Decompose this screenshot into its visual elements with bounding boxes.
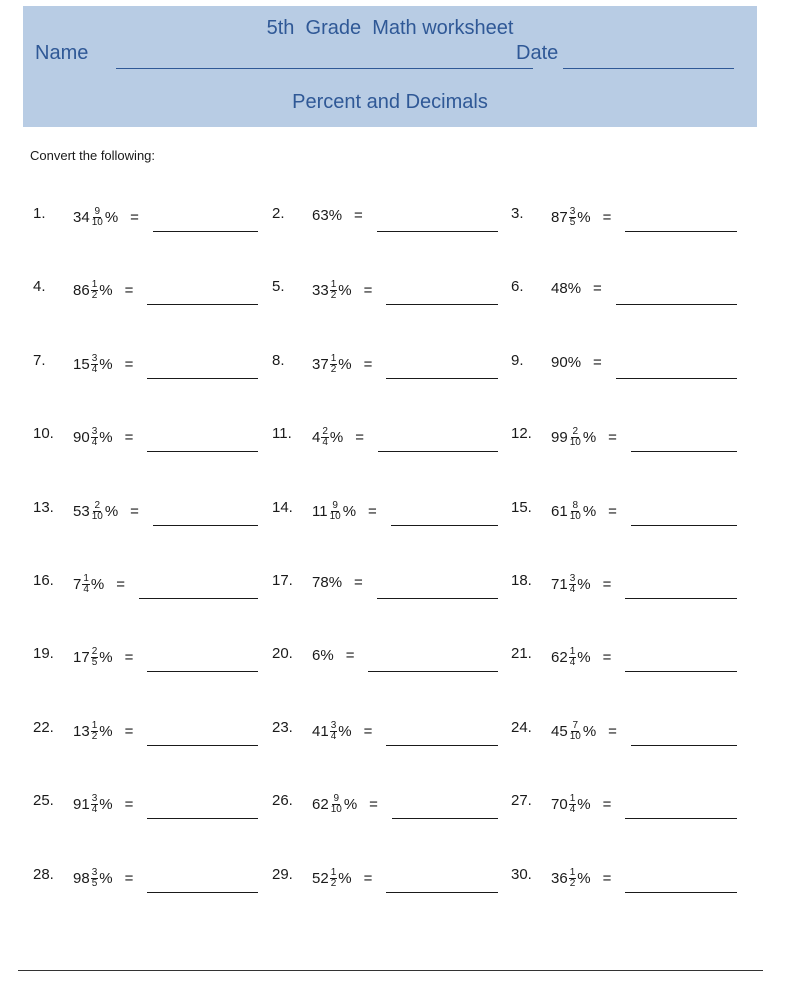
- fraction: [330, 721, 338, 742]
- answer-line[interactable]: [147, 671, 258, 672]
- whole-number: 99: [551, 429, 568, 446]
- fraction-denominator: 4: [91, 437, 98, 448]
- whole-number: 62: [551, 649, 568, 666]
- problem-number: 20.: [272, 645, 293, 662]
- percent-sign: %: [577, 796, 591, 813]
- fraction-numerator: 8: [572, 500, 579, 511]
- equals-sign: =: [124, 356, 134, 373]
- problem-number: 11.: [272, 425, 292, 442]
- whole-number: 53: [73, 503, 90, 520]
- answer-line[interactable]: [386, 378, 498, 379]
- fraction: [569, 721, 582, 742]
- fraction: [91, 207, 104, 228]
- percent-sign: %: [99, 723, 113, 740]
- problem-number: 14.: [272, 499, 293, 516]
- percent-expression: [551, 280, 602, 297]
- problem-number: 3.: [511, 205, 524, 222]
- whole-number: 6: [312, 647, 321, 664]
- whole-number: 37: [312, 356, 329, 373]
- fraction: [569, 794, 577, 815]
- fraction: [91, 721, 99, 742]
- whole-number: 48: [551, 280, 568, 297]
- whole-number: 36: [551, 870, 568, 887]
- answer-line[interactable]: [625, 598, 737, 599]
- answer-line[interactable]: [631, 745, 737, 746]
- fraction-denominator: 10: [91, 511, 103, 522]
- fraction-numerator: 1: [569, 793, 576, 804]
- percent-expression: [551, 501, 617, 522]
- whole-number: 86: [73, 282, 90, 299]
- fraction: [569, 207, 577, 228]
- equals-sign: =: [124, 649, 134, 666]
- whole-number: 91: [73, 796, 90, 813]
- percent-sign: %: [582, 429, 597, 446]
- fraction-numerator: 3: [91, 353, 98, 364]
- fraction-numerator: 2: [94, 500, 101, 511]
- percent-expression: [73, 868, 133, 889]
- fraction-numerator: 3: [91, 867, 98, 878]
- percent-expression: [551, 868, 611, 889]
- problem-number: 27.: [511, 792, 532, 809]
- percent-sign: %: [99, 796, 113, 813]
- fraction-denominator: 10: [329, 511, 341, 522]
- fraction-denominator: 4: [330, 731, 337, 742]
- equals-sign: =: [130, 209, 139, 226]
- fraction-denominator: 10: [330, 804, 342, 815]
- fraction: [330, 354, 338, 375]
- percent-sign: %: [577, 576, 591, 593]
- percent-sign: %: [582, 503, 597, 520]
- percent-expression: [73, 574, 125, 595]
- problem-number: 1.: [33, 205, 46, 222]
- whole-number: 98: [73, 870, 90, 887]
- footer-divider: [18, 970, 763, 971]
- equals-sign: =: [602, 796, 612, 813]
- fraction-numerator: 1: [569, 867, 576, 878]
- fraction-numerator: 9: [332, 500, 338, 511]
- percent-sign: %: [99, 429, 113, 446]
- percent-expression: [312, 354, 372, 375]
- answer-line[interactable]: [147, 451, 258, 452]
- whole-number: 13: [73, 723, 90, 740]
- answer-line[interactable]: [386, 892, 498, 893]
- percent-expression: [73, 647, 133, 668]
- fraction-denominator: 2: [91, 731, 98, 742]
- problem-number: 12.: [511, 425, 532, 442]
- equals-sign: =: [593, 354, 602, 371]
- date-label: Date: [516, 42, 559, 64]
- fraction-numerator: 2: [91, 646, 98, 657]
- fraction-numerator: 3: [569, 573, 576, 584]
- fraction: [330, 794, 343, 815]
- percent-expression: [73, 280, 133, 301]
- percent-expression: [551, 574, 611, 595]
- whole-number: 41: [312, 723, 329, 740]
- problem-number: 2.: [272, 205, 285, 222]
- whole-number: 7: [73, 576, 82, 593]
- answer-line[interactable]: [625, 892, 737, 893]
- percent-sign: %: [567, 280, 582, 297]
- percent-sign: %: [342, 503, 357, 520]
- whole-number: 62: [312, 796, 329, 813]
- fraction-numerator: 2: [572, 426, 579, 437]
- answer-line[interactable]: [391, 525, 498, 526]
- percent-expression: [312, 574, 363, 591]
- problem-number: 22.: [33, 719, 54, 736]
- fraction-denominator: 4: [322, 437, 328, 448]
- equals-sign: =: [355, 429, 365, 446]
- equals-sign: =: [602, 576, 612, 593]
- fraction-denominator: 5: [91, 878, 98, 889]
- percent-sign: %: [99, 282, 113, 299]
- percent-expression: [73, 354, 133, 375]
- fraction: [330, 868, 338, 889]
- fraction: [91, 868, 99, 889]
- whole-number: 90: [551, 354, 568, 371]
- fraction: [91, 794, 99, 815]
- percent-expression: [312, 868, 372, 889]
- equals-sign: =: [602, 649, 612, 666]
- fraction-numerator: 3: [91, 793, 98, 804]
- name-label: Name: [35, 42, 89, 64]
- fraction-denominator: 10: [569, 731, 581, 742]
- fraction: [91, 354, 99, 375]
- fraction-denominator: 4: [569, 804, 576, 815]
- percent-expression: [73, 207, 139, 228]
- equals-sign: =: [363, 282, 373, 299]
- equals-sign: =: [124, 723, 134, 740]
- percent-sign: %: [99, 870, 113, 887]
- answer-line[interactable]: [147, 745, 258, 746]
- whole-number: 17: [73, 649, 90, 666]
- fraction: [330, 280, 338, 301]
- fraction-numerator: 1: [330, 279, 337, 290]
- answer-line[interactable]: [377, 231, 498, 232]
- equals-sign: =: [593, 280, 602, 297]
- problem-number: 29.: [272, 866, 293, 883]
- percent-sign: %: [104, 209, 119, 226]
- whole-number: 4: [312, 429, 321, 446]
- problem-number: 23.: [272, 719, 293, 736]
- fraction-numerator: 1: [569, 646, 576, 657]
- fraction-denominator: 4: [91, 804, 98, 815]
- percent-sign: %: [343, 796, 358, 813]
- equals-sign: =: [354, 207, 363, 224]
- percent-expression: [551, 794, 611, 815]
- equals-sign: =: [602, 209, 612, 226]
- percent-sign: %: [338, 723, 352, 740]
- answer-line[interactable]: [147, 892, 258, 893]
- percent-sign: %: [567, 354, 582, 371]
- problem-number: 30.: [511, 866, 532, 883]
- fraction-numerator: 1: [330, 867, 337, 878]
- whole-number: 90: [73, 429, 90, 446]
- percent-expression: [312, 501, 377, 522]
- problem-number: 18.: [511, 572, 532, 589]
- whole-number: 78: [312, 574, 329, 591]
- answer-line[interactable]: [139, 598, 258, 599]
- fraction-denominator: 10: [569, 511, 581, 522]
- equals-sign: =: [130, 503, 139, 520]
- equals-sign: =: [116, 576, 126, 593]
- answer-line[interactable]: [153, 525, 258, 526]
- percent-expression: [73, 794, 133, 815]
- whole-number: 70: [551, 796, 568, 813]
- percent-sign: %: [99, 649, 113, 666]
- problem-number: 13.: [33, 499, 54, 516]
- fraction: [91, 501, 104, 522]
- fraction: [91, 427, 99, 448]
- whole-number: 52: [312, 870, 329, 887]
- whole-number: 34: [73, 209, 90, 226]
- answer-line[interactable]: [386, 304, 498, 305]
- problem-number: 10.: [33, 425, 54, 442]
- problem-number: 16.: [33, 572, 54, 589]
- equals-sign: =: [124, 796, 134, 813]
- problem-number: 21.: [511, 645, 532, 662]
- fraction: [82, 574, 90, 595]
- percent-sign: %: [90, 576, 105, 593]
- equals-sign: =: [608, 429, 617, 446]
- problem-number: 26.: [272, 792, 293, 809]
- percent-expression: [312, 794, 378, 815]
- fraction-denominator: 2: [91, 290, 98, 301]
- fraction: [569, 427, 582, 448]
- fraction: [91, 647, 99, 668]
- worksheet-title: 5th Grade Math worksheet: [266, 17, 514, 39]
- answer-line[interactable]: [377, 598, 498, 599]
- whole-number: 33: [312, 282, 329, 299]
- fraction: [569, 647, 577, 668]
- fraction: [91, 280, 99, 301]
- problem-number: 4.: [33, 278, 46, 295]
- equals-sign: =: [124, 429, 134, 446]
- instructions: Convert the following:: [30, 148, 156, 163]
- fraction-numerator: 3: [91, 426, 98, 437]
- percent-expression: [73, 501, 139, 522]
- problem-number: 8.: [272, 352, 285, 369]
- equals-sign: =: [124, 870, 134, 887]
- fraction-denominator: 10: [91, 217, 103, 228]
- fraction-denominator: 5: [569, 217, 576, 228]
- answer-line[interactable]: [631, 525, 737, 526]
- fraction-denominator: 2: [569, 878, 576, 889]
- percent-expression: [312, 647, 354, 664]
- problem-number: 24.: [511, 719, 532, 736]
- percent-sign: %: [338, 282, 352, 299]
- fraction-numerator: 2: [322, 426, 328, 437]
- fraction: [569, 868, 577, 889]
- fraction-numerator: 1: [91, 720, 98, 731]
- fraction-numerator: 1: [83, 573, 89, 584]
- answer-line[interactable]: [616, 304, 737, 305]
- answer-line[interactable]: [631, 451, 737, 452]
- percent-expression: [73, 427, 133, 448]
- fraction-denominator: 2: [330, 878, 337, 889]
- fraction-numerator: 1: [330, 353, 337, 364]
- whole-number: 11: [312, 503, 328, 520]
- equals-sign: =: [608, 503, 617, 520]
- fraction-denominator: 4: [569, 657, 576, 668]
- percent-expression: [551, 207, 611, 228]
- fraction-numerator: 9: [94, 206, 101, 217]
- fraction: [569, 574, 577, 595]
- percent-sign: %: [328, 207, 343, 224]
- answer-line[interactable]: [147, 818, 258, 819]
- percent-expression: [312, 207, 363, 224]
- fraction-denominator: 2: [330, 364, 337, 375]
- equals-sign: =: [124, 282, 134, 299]
- equals-sign: =: [345, 647, 355, 664]
- percent-sign: %: [99, 356, 113, 373]
- fraction-denominator: 4: [569, 584, 576, 595]
- answer-line[interactable]: [625, 671, 737, 672]
- equals-sign: =: [354, 574, 363, 591]
- problem-number: 5.: [272, 278, 285, 295]
- percent-expression: [312, 427, 364, 448]
- whole-number: 71: [551, 576, 568, 593]
- answer-line[interactable]: [625, 231, 737, 232]
- answer-line[interactable]: [147, 378, 258, 379]
- equals-sign: =: [368, 503, 377, 520]
- fraction-denominator: 4: [91, 364, 98, 375]
- whole-number: 45: [551, 723, 568, 740]
- percent-expression: [551, 647, 611, 668]
- equals-sign: =: [602, 870, 612, 887]
- percent-sign: %: [577, 209, 591, 226]
- problem-number: 15.: [511, 499, 532, 516]
- percent-expression: [551, 721, 617, 742]
- fraction-denominator: 2: [330, 290, 337, 301]
- percent-sign: %: [320, 647, 334, 664]
- percent-sign: %: [329, 429, 344, 446]
- percent-expression: [312, 721, 372, 742]
- answer-line[interactable]: [147, 304, 258, 305]
- equals-sign: =: [369, 796, 378, 813]
- percent-sign: %: [328, 574, 343, 591]
- fraction-numerator: 1: [91, 279, 98, 290]
- fraction-numerator: 3: [330, 720, 337, 731]
- percent-sign: %: [104, 503, 119, 520]
- answer-line[interactable]: [153, 231, 258, 232]
- answer-line[interactable]: [616, 378, 737, 379]
- equals-sign: =: [363, 356, 373, 373]
- problem-number: 7.: [33, 352, 46, 369]
- problem-number: 9.: [511, 352, 524, 369]
- percent-expression: [551, 354, 602, 371]
- percent-sign: %: [582, 723, 597, 740]
- fraction: [329, 501, 342, 522]
- percent-sign: %: [577, 870, 591, 887]
- fraction-denominator: 10: [569, 437, 581, 448]
- answer-line[interactable]: [368, 671, 498, 672]
- whole-number: 15: [73, 356, 90, 373]
- fraction: [321, 427, 329, 448]
- problem-number: 25.: [33, 792, 54, 809]
- fraction-denominator: 5: [91, 657, 98, 668]
- equals-sign: =: [363, 870, 373, 887]
- problem-number: 28.: [33, 866, 54, 883]
- problem-number: 17.: [272, 572, 293, 589]
- equals-sign: =: [608, 723, 617, 740]
- fraction-numerator: 7: [572, 720, 579, 731]
- fraction-denominator: 4: [83, 584, 89, 595]
- problem-number: 6.: [511, 278, 524, 295]
- percent-sign: %: [338, 356, 352, 373]
- percent-expression: [312, 280, 372, 301]
- percent-expression: [73, 721, 133, 742]
- whole-number: 87: [551, 209, 568, 226]
- fraction-numerator: 9: [333, 793, 340, 804]
- fraction-numerator: 3: [569, 206, 576, 217]
- answer-line[interactable]: [386, 745, 498, 746]
- worksheet-subtitle: Percent and Decimals: [292, 91, 488, 113]
- whole-number: 63: [312, 207, 329, 224]
- percent-sign: %: [338, 870, 352, 887]
- equals-sign: =: [363, 723, 373, 740]
- answer-line[interactable]: [378, 451, 498, 452]
- answer-line[interactable]: [392, 818, 498, 819]
- percent-sign: %: [577, 649, 591, 666]
- answer-line[interactable]: [625, 818, 737, 819]
- fraction: [569, 501, 582, 522]
- whole-number: 61: [551, 503, 568, 520]
- percent-expression: [551, 427, 617, 448]
- problem-number: 19.: [33, 645, 54, 662]
